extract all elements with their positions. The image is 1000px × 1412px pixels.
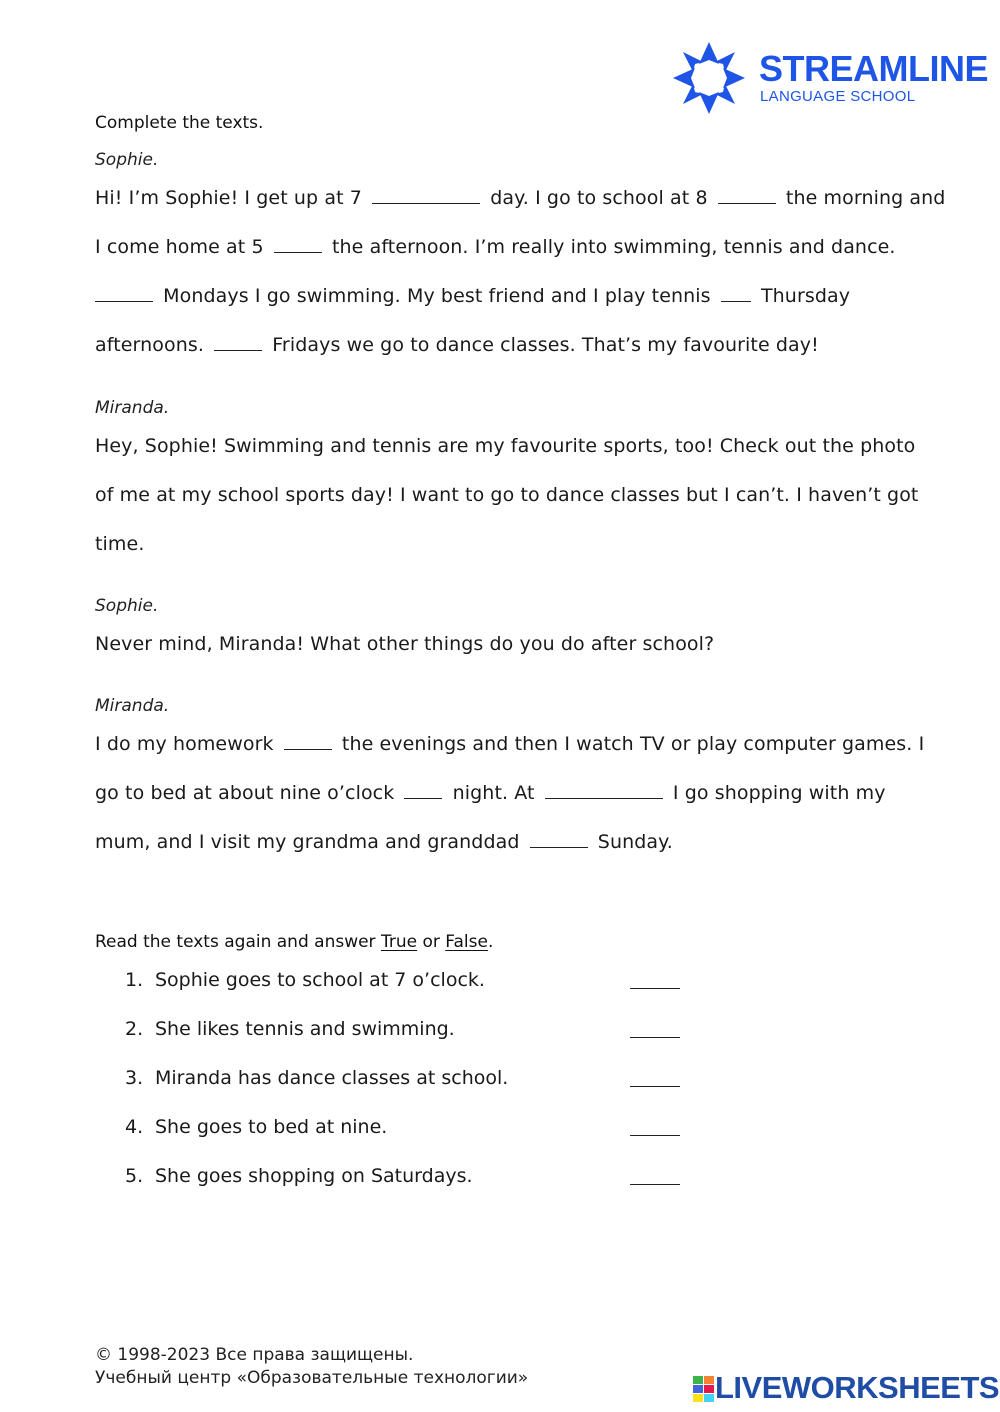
text-line: Mondays I go swimming. My best friend and I play tennis Thursday	[95, 285, 850, 307]
text-line: time.	[95, 533, 145, 555]
speaker-label: Miranda.	[95, 398, 170, 418]
question-text: Sophie goes to school at 7 o’clock.	[155, 969, 485, 991]
speaker-label: Sophie.	[95, 150, 159, 170]
answer-blank[interactable]	[630, 987, 680, 989]
question-number: 3.	[125, 1067, 144, 1089]
question-number: 5.	[125, 1165, 144, 1187]
answer-blank[interactable]	[630, 1134, 680, 1136]
question-number: 2.	[125, 1018, 144, 1040]
fill-blank[interactable]	[95, 300, 153, 302]
fill-blank[interactable]	[284, 748, 332, 750]
answer-blank[interactable]	[630, 1183, 680, 1185]
fill-blank[interactable]	[372, 202, 480, 204]
fill-blank[interactable]	[718, 202, 776, 204]
fill-blank[interactable]	[530, 846, 588, 848]
fill-blank[interactable]	[214, 349, 262, 351]
live-blocks-icon	[693, 1376, 715, 1402]
speaker-label: Miranda.	[95, 696, 170, 716]
fill-blank[interactable]	[404, 797, 442, 799]
text-line: I come home at 5 the afternoon. I’m really into swimming, tennis and dance.	[95, 236, 896, 258]
text-line: Never mind, Miranda! What other things do you do after school?	[95, 633, 715, 655]
text-line: Hey, Sophie! Swimming and tennis are my favourite sports, too! Check out the photo	[95, 435, 916, 457]
question-text: She goes shopping on Saturdays.	[155, 1165, 473, 1187]
question-text: Miranda has dance classes at school.	[155, 1067, 509, 1089]
logo-title: STREAMLINE	[759, 48, 988, 89]
answer-blank[interactable]	[630, 1036, 680, 1038]
text-line: go to bed at about nine o’clock night. At I go shopping with my	[95, 782, 886, 804]
text-line: afternoons. Fridays we go to dance classes. That’s my favourite day!	[95, 334, 819, 356]
true-word: True	[380, 932, 418, 952]
question-number: 4.	[125, 1116, 144, 1138]
text-line: mum, and I visit my grandma and granddad Sunday.	[95, 831, 673, 853]
star-logo-icon	[673, 42, 745, 114]
fill-blank[interactable]	[274, 251, 322, 253]
school-logo	[673, 40, 988, 115]
liveworksheets-brand	[693, 1370, 1000, 1406]
logo-subtitle: LANGUAGE SCHOOL	[760, 88, 916, 105]
text-line: of me at my school sports day! I want to go to dance classes but I can’t. I haven’t got	[95, 484, 919, 506]
question-text: She goes to bed at nine.	[155, 1116, 388, 1138]
false-word: False	[445, 932, 488, 952]
footer-center-name: Учебный центр «Образовательные технологии»	[95, 1368, 529, 1388]
section2-heading: Read the texts again and answer True or False.	[95, 932, 494, 952]
text-line: Hi! I’m Sophie! I get up at 7 day. I go to school at 8 the morning and	[95, 187, 946, 209]
question-number: 1.	[125, 969, 144, 991]
speaker-label: Sophie.	[95, 596, 159, 616]
answer-blank[interactable]	[630, 1085, 680, 1087]
footer-copyright: © 1998-2023 Все права защищены.	[95, 1345, 414, 1365]
fill-blank[interactable]	[721, 300, 751, 302]
fill-blank[interactable]	[545, 797, 663, 799]
brand-name: LIVEWORKSHEETS	[715, 1370, 1000, 1405]
section1-heading: Complete the texts.	[95, 113, 264, 133]
text-line: I do my homework the evenings and then I watch TV or play computer games. I	[95, 733, 925, 755]
question-text: She likes tennis and swimming.	[155, 1018, 455, 1040]
